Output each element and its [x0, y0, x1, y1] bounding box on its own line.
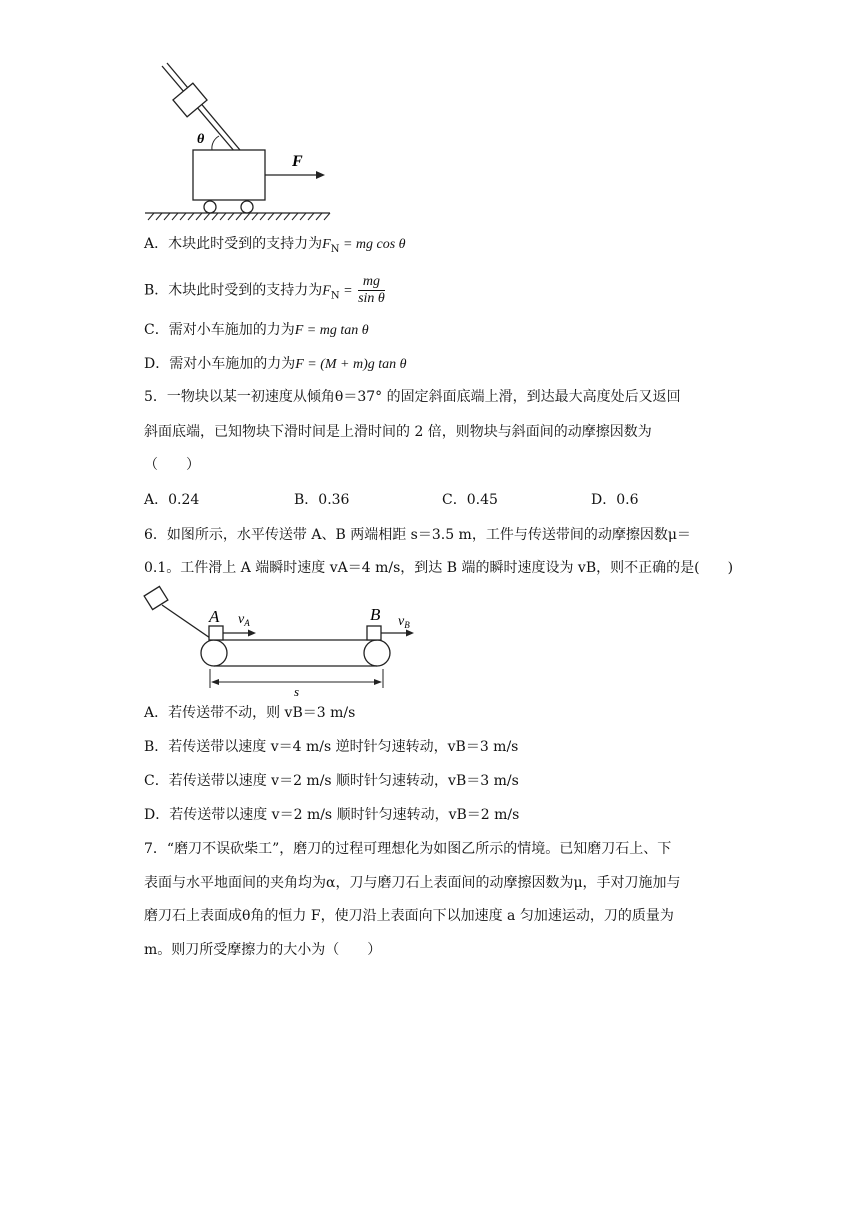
- label-va: $v_A$: [238, 612, 250, 628]
- label-s: s: [294, 684, 300, 697]
- q6-line-2: 0.1。工件滑上 A 端瞬时速度 vA＝4 m/s，到达 B 端的瞬时速度设为 vB，则不正确的是( ): [144, 560, 734, 576]
- q5-option-d: D．0.6: [591, 492, 639, 508]
- q7-line-1: 7．“磨刀不误砍柴工”，磨刀的过程可理想化为如图乙所示的情境。已知磨刀石上、下: [144, 841, 672, 857]
- q4-option-c: C．需对小车施加的力为F = mg tan θ: [144, 322, 369, 338]
- cart-figure: [140, 60, 340, 230]
- q5-line-1: 5．一物块以某一初速度从倾角θ＝37° 的固定斜面底端上滑，到达最大高度处后又返回: [144, 389, 681, 405]
- label-a: A: [209, 607, 220, 626]
- conveyor-figure: [140, 585, 430, 697]
- q4-option-b: B．木块此时受到的支持力为$F_N$ = $\frac{mg}{\text{sin θ}}$: [144, 274, 385, 306]
- wood-block: [173, 83, 207, 117]
- q4-option-a: A．木块此时受到的支持力为$F_N$ = mg cos θ: [144, 236, 406, 255]
- label-b: B: [370, 605, 381, 624]
- q6-line-1: 6．如图所示，水平传送带 A、B 两端相距 s＝3.5 m，工件与传送带间的动摩擦因数μ＝: [144, 527, 691, 543]
- cart-wheel: [204, 201, 216, 213]
- q4-option-d: D．需对小车施加的力为F = (M + m)g tan θ: [144, 356, 407, 372]
- theta-label: θ: [197, 132, 205, 147]
- block-b: [367, 626, 381, 640]
- label-vb: $v_B$: [398, 614, 410, 630]
- q6-option-d: D．若传送带以速度 v＝2 m/s 顺时针匀速转动，vB＝2 m/s: [144, 807, 520, 823]
- q5-line-2: 斜面底端，已知物块下滑时间是上滑时间的 2 倍，则物块与斜面间的动摩擦因数为: [144, 424, 652, 440]
- q5-option-b: B．0.36: [294, 492, 350, 508]
- q7-line-2: 表面与水平地面间的夹角均为α，刀与磨刀石上表面间的动摩擦因数为μ，手对刀施加与: [144, 875, 681, 891]
- q6-option-b: B．若传送带以速度 v＝4 m/s 逆时针匀速转动，vB＝3 m/s: [144, 739, 519, 755]
- right-roller: [364, 640, 390, 666]
- left-roller: [201, 640, 227, 666]
- force-label: F: [292, 153, 303, 170]
- q5-option-a: A．0.24: [144, 492, 200, 508]
- block-a: [209, 626, 223, 640]
- cart-body: [193, 150, 265, 200]
- q7-line-4: m。则刀所受摩擦力的大小为（ ）: [144, 942, 382, 958]
- q6-option-c: C．若传送带以速度 v＝2 m/s 顺时针匀速转动，vB＝3 m/s: [144, 773, 519, 789]
- q5-option-c: C．0.45: [442, 492, 498, 508]
- q5-line-3: （ ）: [144, 457, 200, 473]
- q6-option-a: A．若传送带不动，则 vB＝3 m/s: [144, 705, 356, 721]
- q7-line-3: 磨刀石上表面成θ角的恒力 F，使刀沿上表面向下以加速度 a 匀加速运动，刀的质量为: [144, 908, 674, 924]
- cart-wheel: [241, 201, 253, 213]
